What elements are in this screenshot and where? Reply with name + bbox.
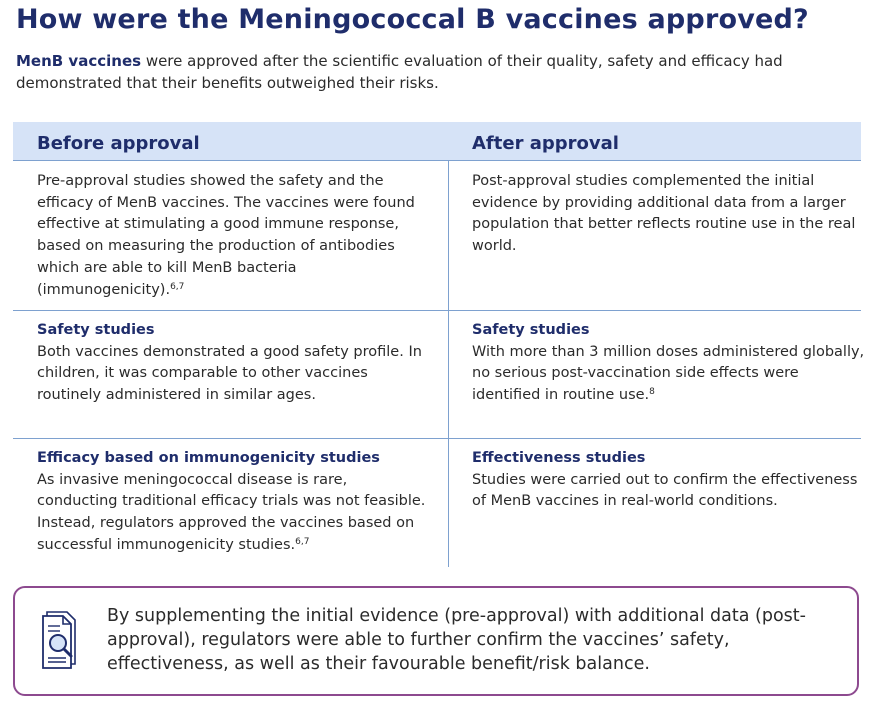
cell-text: As invasive meningococcal disease is rare, conducting traditional efficacy trials was not feasible. Instead, regulators approved the vaccines based on successful immunogenicity studies. [37,471,426,553]
cell-heading: Safety studies [472,322,590,338]
cell-text: Post-approval studies complemented the initial evidence by providing additional data from a larger population that better reflects routine use in the real world. [472,173,856,255]
cell-heading: Safety studies [37,322,155,338]
after-overview-cell [472,171,867,258]
after-effectiveness-cell [472,448,867,513]
column-divider [448,161,449,567]
cell-heading: Effectiveness studies [472,450,646,466]
before-efficacy-cell [37,448,432,557]
page-title: How were the Meningococcal B vaccines approved? [16,4,809,35]
row-divider [13,438,861,439]
intro-text: were approved after the scientific evaluation of their quality, safety and efficacy had demonstrated that their benefits outweighed their risks. [16,52,783,92]
reference-sup: 6,7 [295,536,310,547]
header-after-approval: After approval [472,133,619,154]
cell-text: With more than 3 million doses administered globally, no serious post-vaccination side effects were identified in routine use. [472,343,865,404]
header-before-approval: Before approval [37,133,200,154]
table-header [13,122,861,161]
cell-text: Both vaccines demonstrated a good safety profile. In children, it was comparable to other vaccines routinely administered in similar ages. [37,343,422,404]
intro-paragraph [16,50,816,94]
approval-comparison-table [13,122,865,567]
callout-text: By supplementing the initial evidence (pre-approval) with additional data (post-approval), regulators were able to further confirm the vaccines’ safety, effectiveness, as well as their favourable benefit/risk balance. [107,606,806,674]
summary-callout [13,586,859,696]
before-safety-cell [37,320,432,407]
document-search-icon [39,606,85,672]
reference-sup: 6,7 [170,281,185,292]
reference-sup: 8 [649,387,655,398]
row-divider [13,310,861,311]
cell-heading: Efficacy based on immunogenicity studies [37,450,380,466]
intro-bold-term: MenB vaccines [16,52,142,70]
after-safety-cell [472,320,867,407]
cell-text: Pre-approval studies showed the safety and the efficacy of MenB vaccines. The vaccines were found effective at stimulating a good immune response, based on measuring the production of antibodies which are able to kill MenB bacteria (immunogenicity). [37,173,415,298]
cell-text: Studies were carried out to confirm the effectiveness of MenB vaccines in real-world conditions. [472,471,858,510]
before-overview-cell [37,171,432,301]
